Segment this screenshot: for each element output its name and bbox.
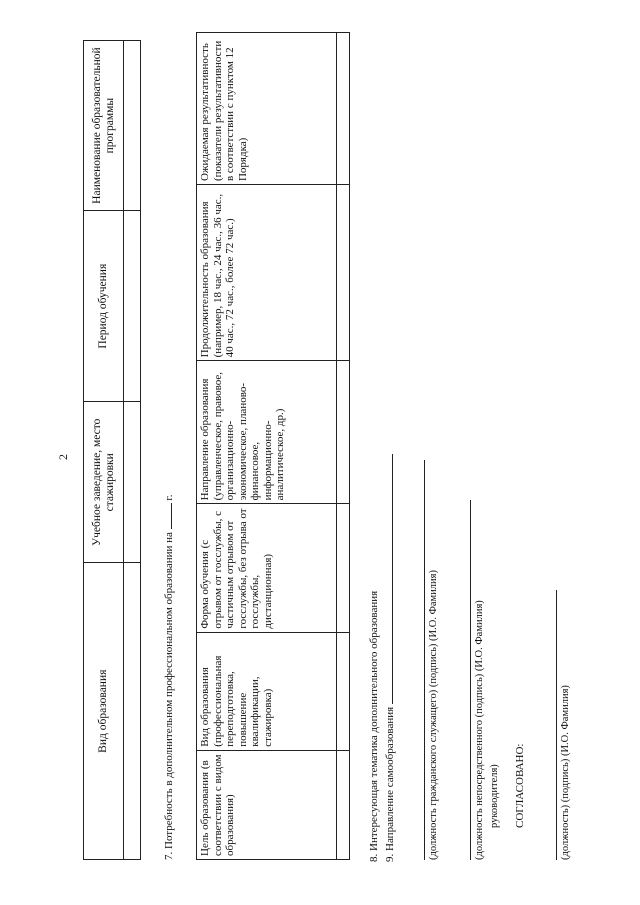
section-7-heading: 7. Потребность в дополнительном профессиональном образовании на г. [163,494,175,860]
table-row [337,33,350,860]
manager-signature-caption-2: руководителя) [489,764,500,828]
table-header-row [84,41,124,860]
manager-signature-caption: (должность непосредственного (подпись) (И.О. Фамилия) [474,600,485,860]
header-cell: Учебное заведение, место стажировки [84,402,124,563]
table-cell [124,563,141,860]
table-cell [337,504,350,632]
table-cell [124,211,141,402]
year-field-line [171,503,172,529]
education-needs-table-wrapper [196,32,350,860]
table-cell [337,33,350,185]
table-cell [337,361,350,504]
employee-signature-line [424,460,426,860]
item-8: 8. Интересующая тематика дополнительного образования [368,590,380,862]
table-cell [124,402,141,563]
header-cell: Ожидаемая результативность (показатели результативности в соответствии с пунктом 12 Порядка) [197,33,337,185]
table-row [124,41,141,860]
education-history-table [83,40,141,860]
employee-signature-caption: (должность гражданского служащего) (подпись) (И.О. Фамилия) [428,570,439,860]
header-cell: Период обучения [84,211,124,402]
table-cell [337,632,350,750]
header-cell: Форма обучения (с отрывом от госслужбы, с частичным отрывом от госслужбы, без отрыва от госслужбы, дистанционная) [197,504,337,632]
manager-signature-line [470,500,472,860]
header-cell: Направление образования (управленческое, правовое, организационно-экономическое, планово-финансовое, информационно-аналитическое, др.) [197,361,337,504]
table-cell [337,750,350,859]
page-number: 2 [56,454,70,460]
agreed-signature-line [556,590,558,860]
item-9: 9. Направление самообразования [384,454,396,862]
header-cell: Продолжительность образования (например, 18 час., 24 час., 36 час., 40 час., 72 час., более 72 час.) [197,185,337,361]
table-header-row [197,33,337,860]
education-history-table-wrapper [83,40,141,860]
table-cell [337,185,350,361]
self-education-line [392,454,393,704]
header-cell: Вид образования [84,563,124,860]
header-cell: Вид образования (профессиональная переподготовка, повышение квалификации, стажировка) [197,632,337,750]
agreed-signature-caption: (должность) (подпись) (И.О. Фамилия) [560,685,571,860]
header-cell: Цель образования (в соответствии с видом образования) [197,750,337,859]
table-cell [124,41,141,211]
education-needs-table [196,32,350,860]
agreed-heading: СОГЛАСОВАНО: [514,743,526,828]
header-cell: Наименование образовательной программы [84,41,124,211]
